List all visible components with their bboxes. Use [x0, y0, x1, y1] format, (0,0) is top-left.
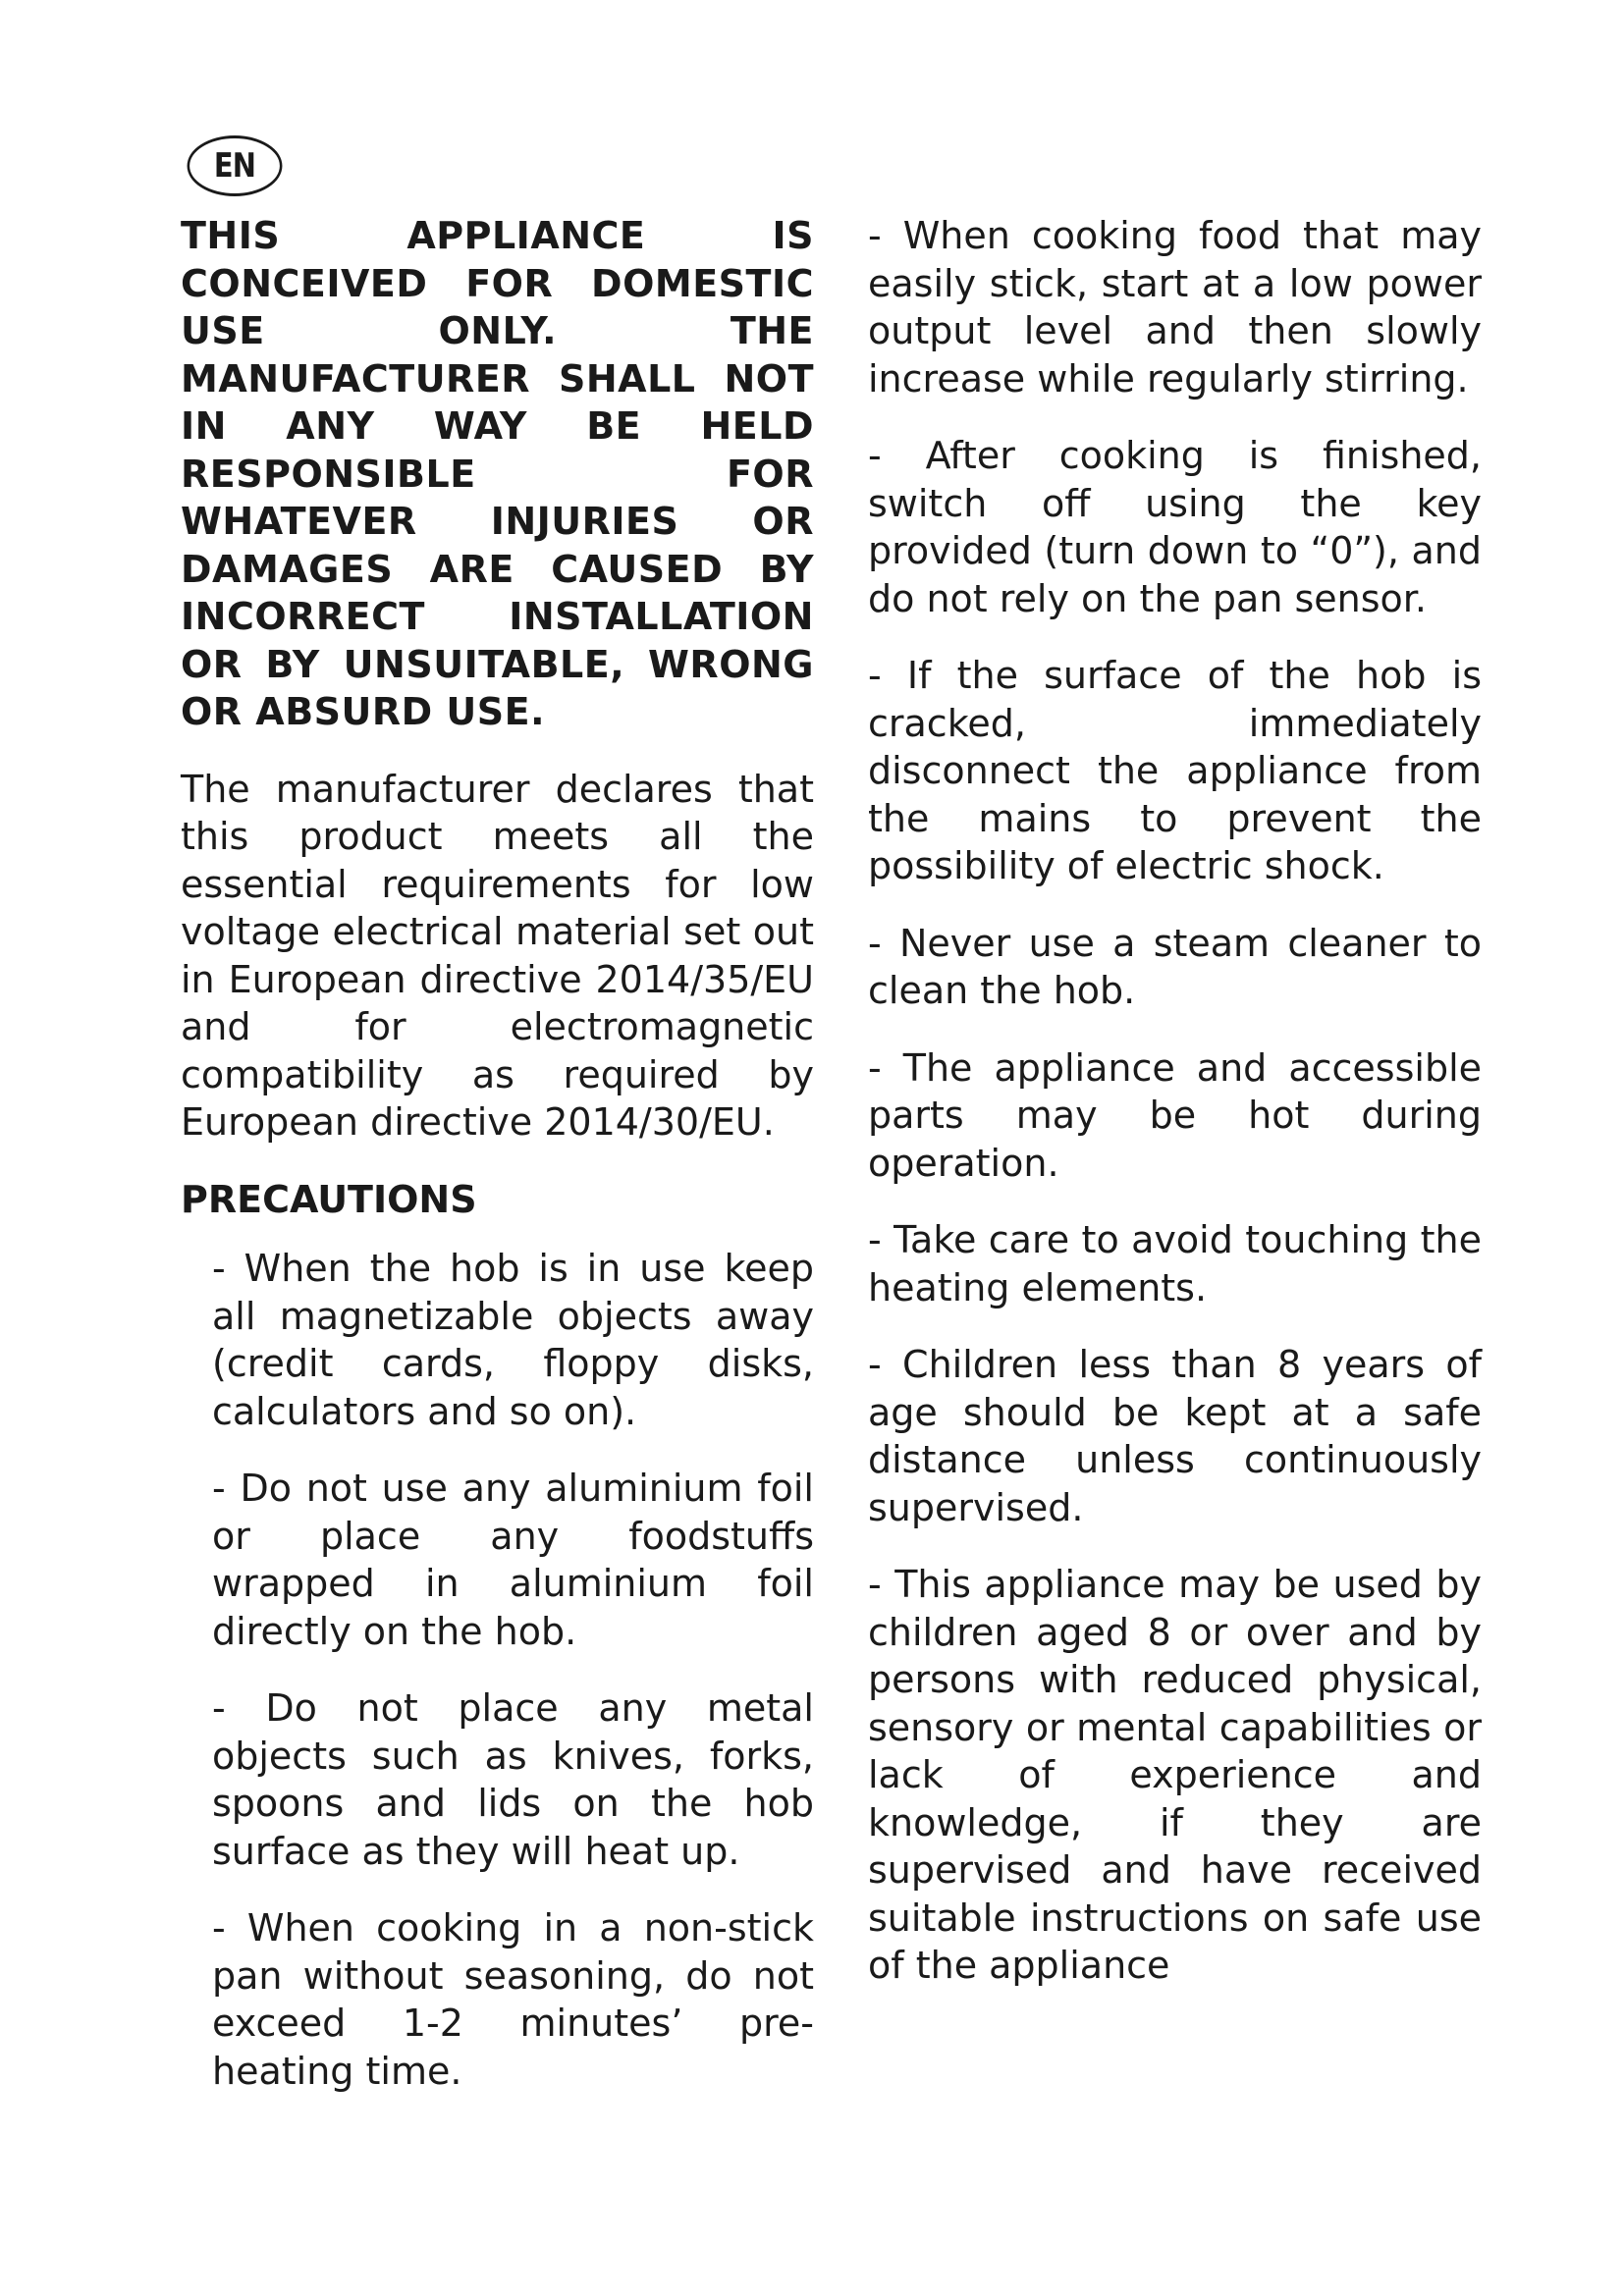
- list-item: - Do not place any metal objects such as knives, forks, spoons and lids on the hob surface as they will heat up.: [212, 1686, 814, 1873]
- list-item: - Never use a steam cleaner to clean the hob.: [868, 921, 1482, 1012]
- liability-disclaimer: THIS APPLIANCE IS CONCEIVED FOR DOMESTIC USE ONLY. THE MANUFACTURER SHALL NOT IN ANY WAY BE HELD RESPONSIBLE FOR WHATEVER INJURIES OR DAMAGES ARE CAUSED BY INCORRECT INSTALLATION OR BY UNSUITABLE, WRONG OR ABSURD USE.: [181, 214, 814, 733]
- list-item: - When cooking in a non-stick pan without seasoning, do not exceed 1-2 minutes’ pre-heating time.: [212, 1906, 814, 2093]
- conformity-declaration: The manufacturer declares that this product meets all the essential requirements for low voltage electrical material set out in European directive 2014/35/EU and for electromagnetic compatibility as required by European directive 2014/30/EU.: [181, 767, 814, 1144]
- language-badge: EN: [188, 135, 283, 196]
- left-column: [181, 212, 814, 2124]
- list-item: - After cooking is finished, switch off using the key provided (turn down to “0”), and do not rely on the pan sensor.: [868, 434, 1482, 620]
- list-item: - If the surface of the hob is cracked, immediately disconnect the appliance from the mains to prevent the possibility of electric shock.: [868, 654, 1482, 887]
- right-column: [868, 212, 1482, 2019]
- list-item: - When cooking food that may easily stick, start at a low power output level and then slowly increase while regularly stirring.: [868, 214, 1482, 400]
- list-item: - When the hob is in use keep all magnetizable objects away (credit cards, floppy disks, calculators and so on).: [212, 1247, 814, 1433]
- list-item: - The appliance and accessible parts may be hot during operation.: [868, 1045, 1482, 1185]
- precautions-heading: PRECAUTIONS: [181, 1177, 477, 1221]
- precautions-list: [181, 1245, 814, 2095]
- list-item: - This appliance may be used by children aged 8 or over and by persons with reduced physical, sensory or mental capabilities or lack of experience and knowledge, if they are supervised and have received suitable instructions on safe use of the appliance: [868, 1563, 1482, 1987]
- list-item: - Take care to avoid touching the heating elements.: [868, 1218, 1482, 1309]
- list-item: - Do not use any aluminium foil or place any foodstuffs wrapped in aluminium foil directly on the hob.: [212, 1467, 814, 1653]
- list-item: - Children less than 8 years of age should be kept at a safe distance unless continuously supervised.: [868, 1343, 1482, 1529]
